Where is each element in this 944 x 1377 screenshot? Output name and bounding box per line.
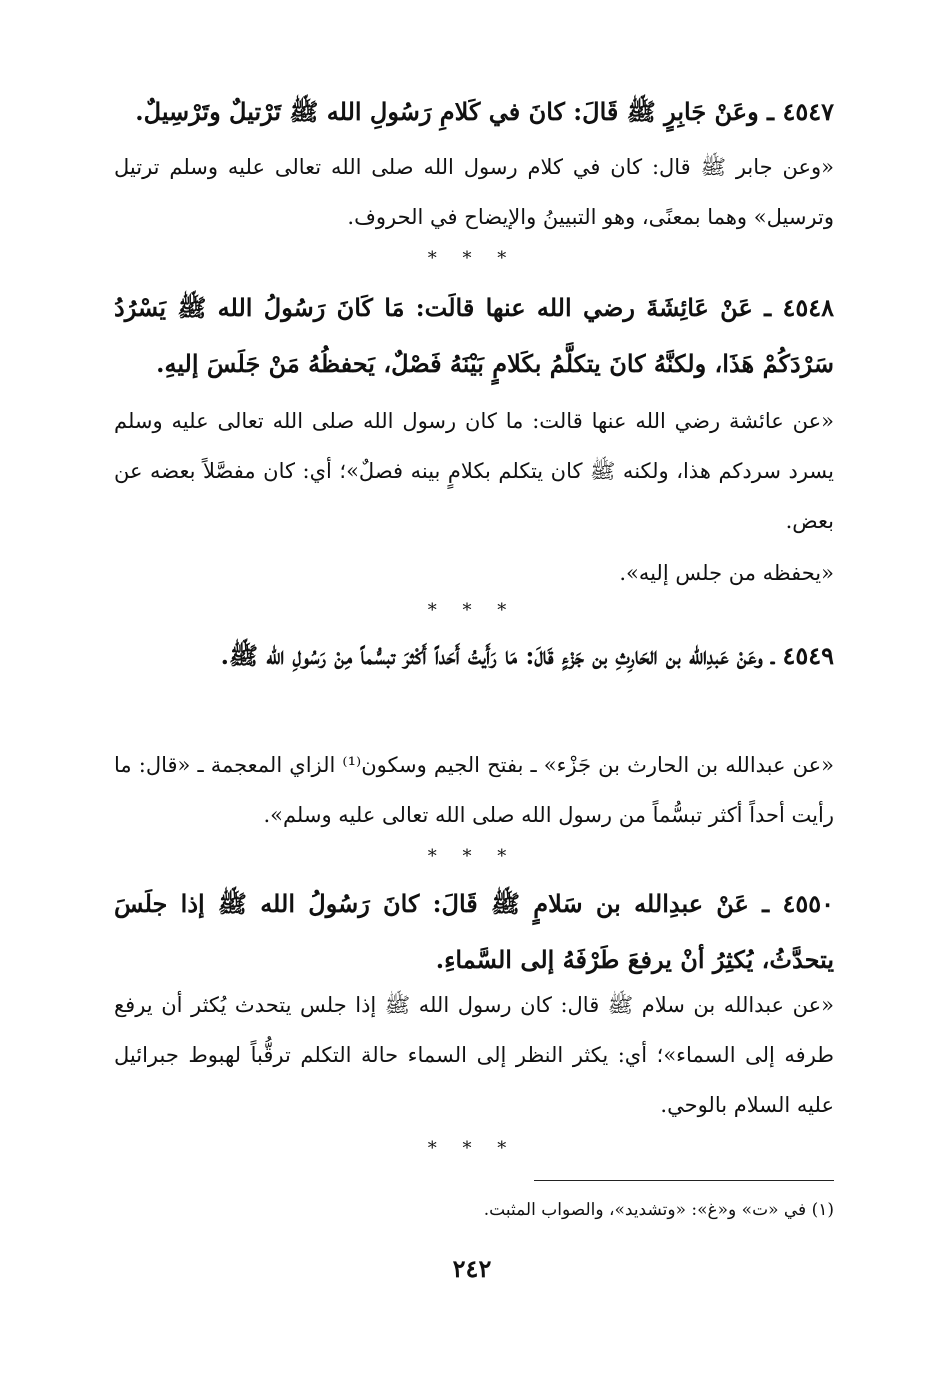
- section-divider-4: * * *: [427, 1138, 517, 1159]
- hadith-4550-text: ٤٥٥٠ ـ عَنْ عبدِالله بن سَلامٍ ﷺ قَالَ: كانَ رَسُولُ الله ﷺ إذا جلَسَ يتحدَّثُ، يُكثِرُ أنْ يرفعَ طَرْفَهُ إلى السَّماءِ.: [114, 889, 835, 974]
- hadith-4548-commentary-2: «يحفظه من جلس إليه».: [619, 561, 834, 585]
- hadith-4547-commentary: «وعن جابر ﷺ قال: كان في كلام رسول الله صلى الله تعالى عليه وسلم ترتيل وترسيل» وهما بمعنًى، وهو التبيينُ والإيضاح في الحروف.: [114, 155, 834, 229]
- hadith-4548-commentary: «عن عائشة رضي الله عنها قالت: ما كان رسول الله صلى الله تعالى عليه وسلم يسرد سردكم هذا، ولكنه ﷺ كان يتكلم بكلامٍ بينه فصلٌ»؛ أي: كان مفصَّلاً بعضه عن بعض.: [114, 409, 834, 533]
- page-number: ٢٤٢: [452, 1254, 492, 1283]
- section-divider-2: * * *: [427, 600, 517, 621]
- section-divider-3: * * *: [427, 846, 517, 867]
- section-divider-1: * * *: [427, 248, 517, 269]
- hadith-4547-text: ٤٥٤٧ ـ وعَنْ جَابِرٍ ﷺ قَالَ: كانَ في كَلامِ رَسُولِ الله ﷺ تَرْتيلٌ وتَرْسِيلٌ.: [135, 97, 834, 126]
- hadith-4549-text: ٤٥٤٩ ـ وعَنْ عَبدِالله بن الحَارِثِ بن جَزْءٍ قَالَ: مَا رَأَيتُ أَحَداً أَكْثرَ تبسُّماً مِنْ رَسُولِ الله ﷺ.: [220, 641, 834, 670]
- footnote-separator: [534, 1180, 834, 1181]
- hadith-4549-commentary: «عن عبدالله بن الحارث بن جَزْء» ـ بفتح الجيم وسكون⁽¹⁾ الزاي المعجمة ـ «قال: ما رأيت أحداً أكثر تبسُّماً من رسول الله صلى الله تعالى عليه وسلم».: [114, 753, 835, 827]
- hadith-4548-text: ٤٥٤٨ ـ عَنْ عَائِشَةَ رضي الله عنها قالَت: مَا كَانَ رَسُولُ الله ﷺ يَسْرُدُ سَرْدَكُمْ هَذَا، ولكنَّهُ كانَ يتكلَّمُ بكَلامٍ بَيْنَهُ فَصْلٌ، يَحفظُهُ مَنْ جَلَسَ إليهِ.: [114, 293, 834, 378]
- hadith-4550-commentary: «عن عبدالله بن سلام ﷺ قال: كان رسول الله ﷺ إذا جلس يتحدث يُكثر أن يرفع طرفه إلى السماء»؛ أي: يكثر النظر إلى السماء حالة التكلم ترقُّباً لهبوط جبرائيل عليه السلام بالوحي.: [114, 993, 834, 1117]
- footnote-1: (١) في «ت» و«غ»: «وتشديد»، والصواب المثبت.: [483, 1200, 834, 1220]
